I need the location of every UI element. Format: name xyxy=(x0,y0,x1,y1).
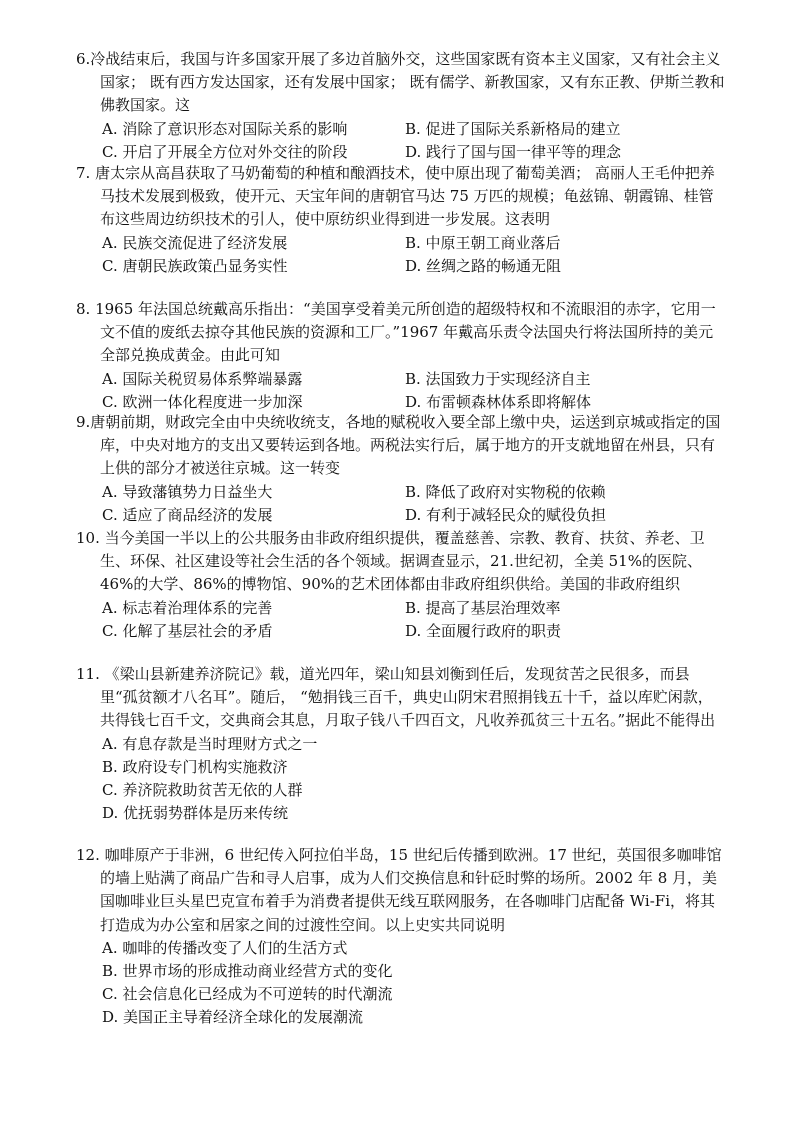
question-12 xyxy=(76,844,726,1030)
option-c: C. 唐朝民族政策凸显务实性 xyxy=(102,256,288,275)
question-10 xyxy=(76,527,726,643)
option-c: C. 养济院救助贫苦无依的人群 xyxy=(102,781,303,800)
option-a: A. 导致藩镇势力日益坐大 xyxy=(102,482,273,501)
question-8 xyxy=(76,298,726,414)
option-d: D. 全面履行政府的职责 xyxy=(405,621,562,640)
option-b: B. 法国致力于实现经济自主 xyxy=(405,369,591,388)
option-a: A. 民族交流促进了经济发展 xyxy=(102,233,288,252)
option-a: A. 标志着治理体系的完善 xyxy=(102,598,273,617)
option-list xyxy=(76,118,726,164)
option-d: D. 美国正主导着经济全球化的发展潮流 xyxy=(102,1008,364,1027)
option-a: A. 国际关税贸易体系弊端暴露 xyxy=(102,369,303,388)
question-stem: 9.唐朝前期，财政完全由中央统收统支，各地的赋税收入要全部上缴中央，运送到京城或指定的国库，中央对地方的支出又要转运到各地。两税法实行后，属于地方的开支就地留在州县，只有上供的部分才被送往京城。这一转变 xyxy=(76,413,721,478)
question-stem: 11. 《梁山县新建养济院记》载，道光四年，梁山知县刘衡到任后，发现贫苦之民很多，而县里“孤贫额才八名耳”。随后， “勉捐钱三百千，典史山阴宋君照捐钱五十千，益以库贮闲款，共得钱七百千文，交典商会其息，月取子钱八千四百文，凡收养孤贫三十五名。”据此不能得出 xyxy=(76,665,716,730)
option-b: B. 促进了国际关系新格局的建立 xyxy=(405,119,621,138)
option-list xyxy=(76,232,726,278)
question-11 xyxy=(76,663,726,825)
option-b: B. 降低了政府对实物税的依赖 xyxy=(405,482,606,501)
question-9 xyxy=(76,411,726,527)
option-d: D. 有利于减轻民众的赋役负担 xyxy=(405,505,607,524)
option-list xyxy=(76,937,726,1030)
option-list xyxy=(76,481,726,527)
option-c: C. 化解了基层社会的矛盾 xyxy=(102,621,273,640)
option-b: B. 政府设专门机构实施救济 xyxy=(102,757,288,776)
option-a: A. 消除了意识形态对国际关系的影响 xyxy=(102,119,348,138)
question-stem: 6.冷战结束后，我国与许多国家开展了多边首脑外交，这些国家既有资本主义国家，又有社会主义国家； 既有西方发达国家，还有发展中国家； 既有儒学、新教国家，又有东正教、伊斯兰教和佛教国家。这 xyxy=(76,50,725,115)
question-6 xyxy=(76,48,726,164)
option-d: D. 践行了国与国一律平等的理念 xyxy=(405,142,622,161)
option-c: C. 开启了开展全方位对外交往的阶段 xyxy=(102,142,348,161)
question-stem: 12. 咖啡原产于非洲，6 世纪传入阿拉伯半岛，15 世纪后传播到欧洲。17 世纪，英国很多咖啡馆的墙上贴满了商品广告和寻人启事，成为人们交换信息和针砭时弊的场所。2002 年 8 月，美国咖啡业巨头星巴克宣布着手为消费者提供无线互联网服务，在各咖啡门店配备 Wi-Fi，将其打造成为办公室和居家之间的过渡性空间。以上史实共同说明 xyxy=(76,846,722,934)
option-list xyxy=(76,733,726,826)
option-a: A. 咖啡的传播改变了人们的生活方式 xyxy=(102,938,348,957)
option-a: A. 有息存款是当时理财方式之一 xyxy=(102,734,318,753)
option-list xyxy=(76,597,726,643)
option-c: C. 社会信息化已经成为不可逆转的时代潮流 xyxy=(102,985,393,1004)
question-stem: 8. 1965 年法国总统戴高乐指出：“美国享受着美元所创造的超级特权和不流眼泪的赤字，它用一文不值的废纸去掠夺其他民族的资源和工厂。”1967 年戴高乐责令法国央行将法国所持的美元全部兑换成黄金。由此可知 xyxy=(76,300,716,365)
question-stem: 7. 唐太宗从高昌获取了马奶葡萄的种植和酿酒技术，使中原出现了葡萄美酒； 高丽人王毛仲把养马技术发展到极致，使开元、天宝年间的唐朝官马达 75 万匹的规模；龟兹锦、朝霞锦、桂管布这些周边纺织技术的引人，使中原纺织业得到进一步发展。这表明 xyxy=(76,164,715,229)
option-b: B. 世界市场的形成推动商业经营方式的变化 xyxy=(102,962,393,981)
option-b: B. 提高了基层治理效率 xyxy=(405,598,561,617)
option-d: D. 丝绸之路的畅通无阻 xyxy=(405,256,562,275)
question-7 xyxy=(76,162,726,278)
option-d: D. 布雷顿森林体系即将解体 xyxy=(405,392,592,411)
option-c: C. 适应了商品经济的发展 xyxy=(102,505,273,524)
option-list xyxy=(76,368,726,414)
option-c: C. 欧洲一体化程度进一步加深 xyxy=(102,392,303,411)
option-d: D. 优抚弱势群体是历来传统 xyxy=(102,804,289,823)
question-stem: 10. 当今美国一半以上的公共服务由非政府组织提供，覆盖慈善、宗教、教育、扶贫、养老、卫生、环保、社区建设等社会生活的各个领域。据调查显示，21.世纪初，全美 51%的医院、46%的大学、86%的博物馆、90%的艺术团体都由非政府组织供给。美国的非政府组织 xyxy=(76,529,705,594)
option-b: B. 中原王朝工商业落后 xyxy=(405,233,561,252)
